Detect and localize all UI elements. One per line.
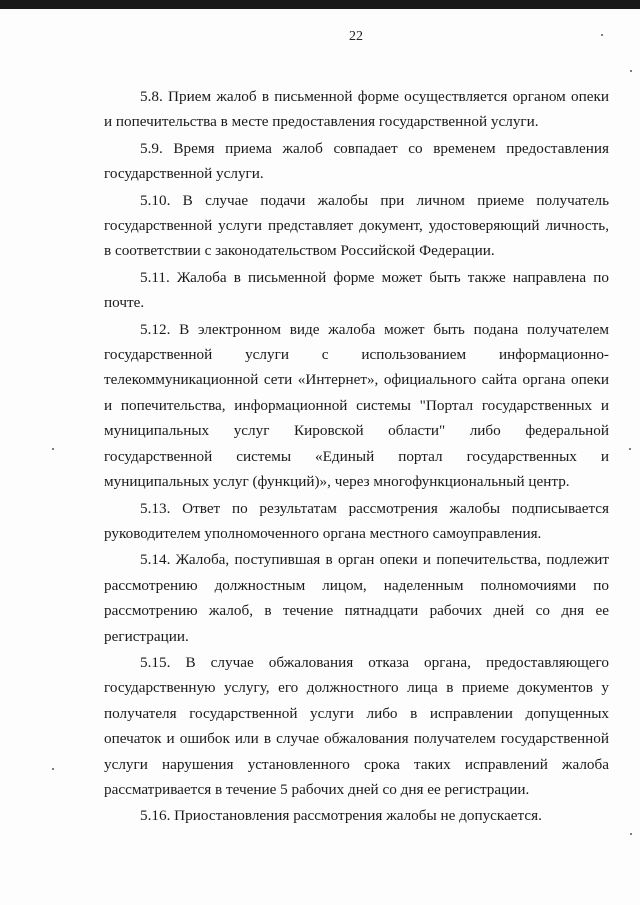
paragraph-5-8: 5.8. Прием жалоб в письменной форме осуществляется органом опеки и попечительства в месте предоставления государственной услуги. xyxy=(104,88,609,131)
paragraph-5-15: 5.15. В случае обжалования отказа органа, предоставляющего государственную услугу, его должностного лица в приеме документов у получателя государственной услуги либо в исправлении допущенных опечаток и ошибок или в случае обжалования получателем государственной услуги нарушения установленного срока таких исправлений жалоба рассматривается в течение 5 рабочих дней со дня ее регистрации. xyxy=(104,653,609,798)
scan-speck xyxy=(630,833,632,835)
page-number: 22 xyxy=(349,29,363,44)
scan-speck xyxy=(629,448,631,450)
scan-speck xyxy=(601,34,603,36)
paragraph-5-10: 5.10. В случае подачи жалобы при личном приеме получатель государственной услуги представляет документ, удостоверяющий личность, в соответствии с законодательством Российской Федерации. xyxy=(104,191,609,260)
paragraph-5-16: 5.16. Приостановления рассмотрения жалобы не допускается. xyxy=(140,807,542,825)
paragraph-5-14: 5.14. Жалоба, поступившая в орган опеки и попечительства, подлежит рассмотрению должностным лицом, наделенным полномочиями по рассмотрению жалоб, в течение пятнадцати рабочих дней со дня ее регистрации. xyxy=(104,551,609,645)
paragraph-5-9: 5.9. Время приема жалоб совпадает со временем предоставления государственной услуги. xyxy=(104,139,609,183)
paragraph-5-11: 5.11. Жалоба в письменной форме может быть также направлена по почте. xyxy=(104,268,609,312)
scan-speck xyxy=(52,768,54,770)
scan-top-border xyxy=(0,0,640,9)
document-body xyxy=(104,84,609,830)
scan-speck xyxy=(630,70,632,72)
paragraph-5-13: 5.13. Ответ по результатам рассмотрения жалобы подписывается руководителем уполномоченного органа местного самоуправления. xyxy=(104,499,609,542)
scan-speck xyxy=(52,448,54,450)
paragraph-5-12: 5.12. В электронном виде жалоба может быть подана получателем государственной услуги с использованием информационно-телекоммуникационной сети «Интернет», официального сайта органа опеки и попечительства, информационной системы "Портал государственных и муниципальных услуг Кировской области" либо федеральной государственной системы «Единый портал государственных и муниципальных услуг (функций)», через многофункциональный центр. xyxy=(104,320,609,491)
